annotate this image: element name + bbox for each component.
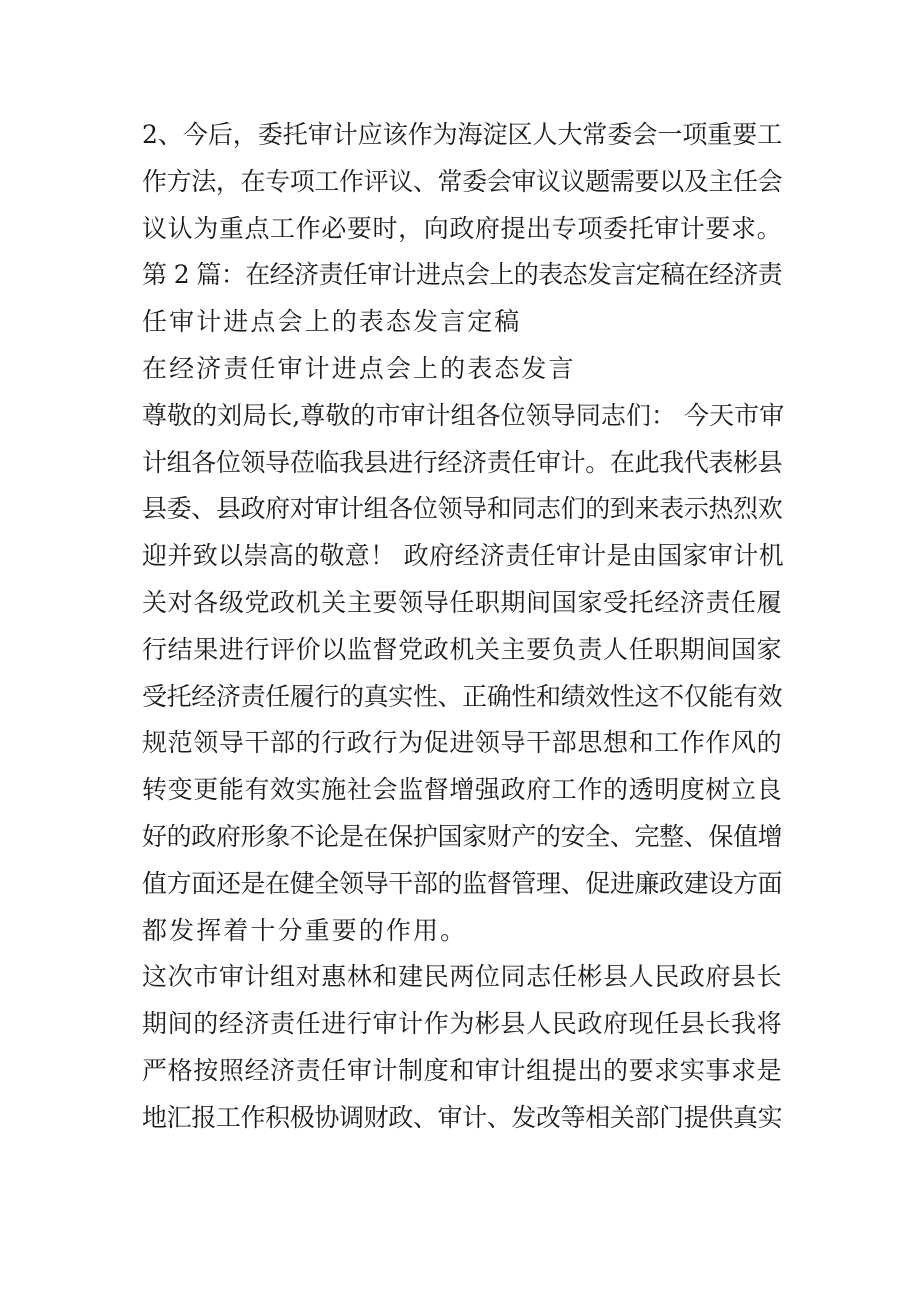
paragraph-audit-commitment	[142, 954, 784, 1141]
text-line: 期间的经济责任进行审计作为彬县人民政府现任县长我将	[142, 1009, 783, 1039]
text-line: 第 2 篇：在经济责任审计进点会上的表态发言定稿在经济责	[142, 260, 783, 290]
text-line: 规范领导干部的行政行为促进领导干部思想和工作作风的	[142, 728, 783, 758]
text-line: 严格按照经济责任审计制度和审计组提出的要求实事求是	[142, 1055, 783, 1085]
text-line: 在经济责任审计进点会上的表态发言	[142, 353, 576, 383]
text-line: 尊敬的刘局长,尊敬的市审计组各位领导同志们： 今天市审	[142, 400, 785, 430]
text-line: 2、今后，委托审计应该作为海淀区人大常委会一项重要工	[142, 120, 783, 149]
text-line: 议认为重点工作必要时，向政府提出专项委托审计要求。	[142, 213, 783, 243]
text-line: 计组各位领导莅临我县进行经济责任审计。在此我代表彬县	[142, 447, 783, 477]
text-line: 行结果进行评价以监督党政机关主要负责人任职期间国家	[142, 634, 783, 664]
text-line: 作方法，在专项工作评议、常委会审议议题需要以及主任会	[142, 166, 783, 196]
text-line: 地汇报工作积极协调财政、审计、发改等相关部门提供真实	[142, 1102, 783, 1132]
text-line: 好的政府形象不论是在保护国家财产的安全、完整、保值增	[142, 821, 783, 851]
text-line: 任审计进点会上的表态发言定稿	[142, 307, 522, 337]
text-line: 县委、县政府对审计组各位领导和同志们的到来表示热烈欢	[142, 494, 783, 524]
paragraph-greeting-body	[142, 393, 784, 955]
text-line: 迎并致以崇高的敬意！ 政府经济责任审计是由国家审计机	[142, 541, 784, 571]
paragraph-article-heading	[142, 252, 784, 346]
text-line: 都发挥着十分重要的作用。	[142, 915, 468, 945]
text-line: 这次市审计组对惠林和建民两位同志任彬县人民政府县长	[142, 962, 783, 992]
text-line: 关对各级党政机关主要领导任职期间国家受托经济责任履	[142, 587, 783, 617]
document-body	[142, 112, 784, 1142]
text-line: 受托经济责任履行的真实性、正确性和绩效性这不仅能有效	[142, 681, 783, 711]
paragraph-speech-title	[142, 346, 784, 393]
text-line: 转变更能有效实施社会监督增强政府工作的透明度树立良	[142, 775, 783, 805]
text-line: 值方面还是在健全领导干部的监督管理、促进廉政建设方面	[142, 868, 783, 898]
paragraph-delegated-audit	[142, 112, 784, 252]
